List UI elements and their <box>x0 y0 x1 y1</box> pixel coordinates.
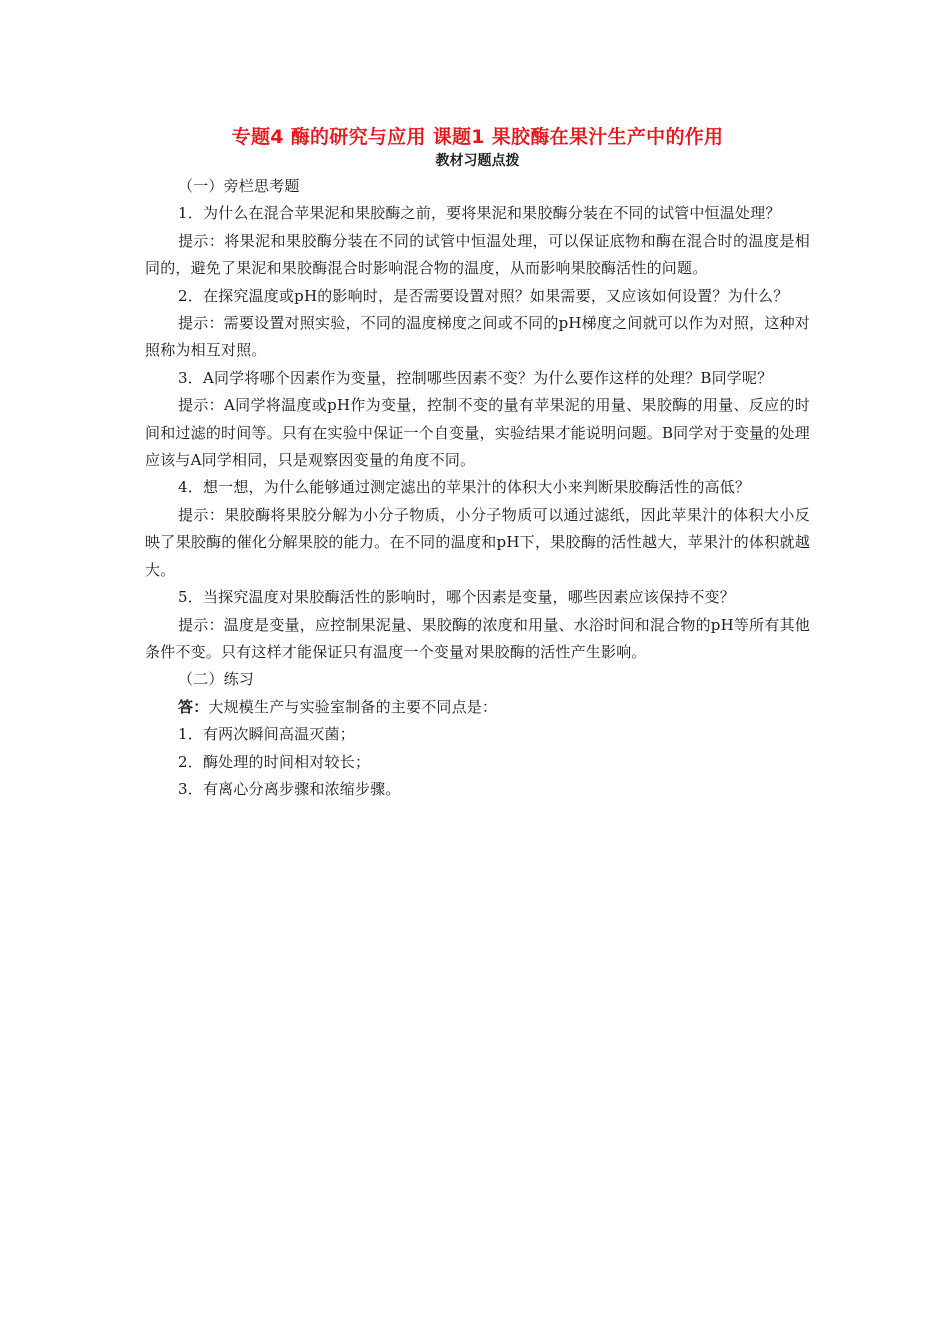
question-5: 5．当探究温度对果胶酶活性的影响时，哪个因素是变量，哪些因素应该保持不变？ <box>178 588 735 607</box>
section-heading-exercises: （二）练习 <box>178 670 255 689</box>
answer-5: 提示：温度是变量，应控制果泥量、果胶酶的浓度和用量、水浴时间和混合物的pH等所有其他条件不变。只有这样才能保证只有温度一个变量对果胶酶的活性产生影响。 <box>145 615 810 661</box>
answer-label: 答： <box>178 697 209 716</box>
answer-2: 提示：需要设置对照实验，不同的温度梯度之间或不同的pH梯度之间就可以作为对照，这种对照称为相互对照。 <box>145 314 810 360</box>
list-item: 2．酶处理的时间相对较长； <box>178 752 371 771</box>
question-3: 3．A同学将哪个因素作为变量，控制哪些因素不变？为什么要作这样的处理？B同学呢？ <box>178 368 773 387</box>
list-item: 1．有两次瞬间高温灭菌； <box>178 725 355 744</box>
section-heading-sidebar-questions: （一）旁栏思考题 <box>178 177 300 195</box>
question-2: 2．在探究温度或pH的影响时，是否需要设置对照？如果需要，又应该如何设置？为什么？ <box>178 286 789 305</box>
document-subtitle: 教材习题点拨 <box>435 153 520 169</box>
question-4: 4．想一想，为什么能够通过测定滤出的苹果汁的体积大小来判断果胶酶活性的高低？ <box>178 478 751 497</box>
document-title: 专题4 酶的研究与应用 课题1 果胶酶在果汁生产中的作用 <box>231 126 724 148</box>
answer-4: 提示：果胶酶将果胶分解为小分子物质，小分子物质可以通过滤纸，因此苹果汁的体积大小反映了果胶酶的催化分解果胶的能力。在不同的温度和pH下，果胶酶的活性越大，苹果汁的体积就越大。 <box>145 505 810 579</box>
question-1: 1．为什么在混合苹果泥和果胶酶之前，要将果泥和果胶酶分装在不同的试管中恒温处理？ <box>178 204 781 223</box>
list-item: 3．有离心分离步骤和浓缩步骤。 <box>178 779 401 798</box>
document-page <box>145 123 810 803</box>
answer-text: 大规模生产与实验室制备的主要不同点是： <box>208 697 498 716</box>
exercise-answer <box>145 694 810 721</box>
answer-3: 提示：A同学将温度或pH作为变量，控制不变的量有苹果泥的用量、果胶酶的用量、反应的时间和过滤的时间等。只有在实验中保证一个自变量，实验结果才能说明问题。B同学对于变量的处理应该与A同学相同，只是观察因变量的角度不同。 <box>145 396 810 470</box>
answer-1: 提示：将果泥和果胶酶分装在不同的试管中恒温处理，可以保证底物和酶在混合时的温度是相同的，避免了果泥和果胶酶混合时影响混合物的温度，从而影响果胶酶活性的问题。 <box>145 231 810 278</box>
